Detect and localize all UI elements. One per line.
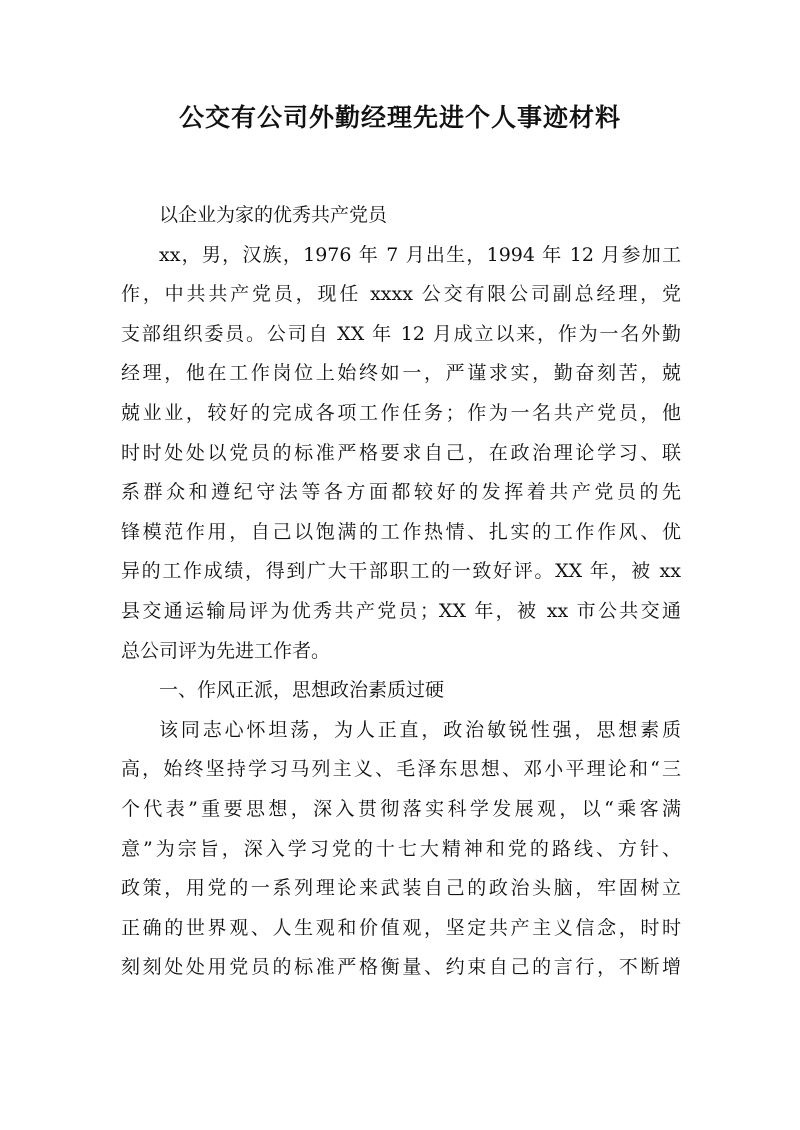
text-line: 正确的世界观、人生观和价值观，坚定共产主义信念，时时 [121, 916, 681, 939]
text-line: 兢业业，较好的完成各项工作任务；作为一名共产党员，他 [121, 401, 681, 424]
section-heading [121, 671, 681, 711]
text-line: 刻刻处处用党员的标准严格衡量、约束自己的言行，不断增 [121, 956, 681, 979]
text-line: 该同志心怀坦荡，为人正直，政治敏锐性强，思想素质 [159, 718, 681, 741]
text-line: 以企业为家的优秀共产党员 [159, 204, 388, 226]
paragraph-section-1 [121, 711, 681, 988]
text-line: xx，男，汉族，1976 年 7 月出生，1994 年 12 月参加工 [159, 243, 681, 266]
text-line: 政策，用党的一系列理论来武装自己的政治头脑，牢固树立 [121, 877, 681, 900]
text-line: 高，始终坚持学习马列主义、毛泽东思想、邓小平理论和“三 [121, 758, 681, 781]
text-line: 系群众和遵纪守法等各方面都较好的发挥着共产党员的先 [121, 481, 681, 504]
paragraph-subtitle [121, 196, 681, 236]
text-line: 支部组织委员。公司自 XX 年 12 月成立以来，作为一名外勤 [121, 322, 681, 345]
text-line: 经理，他在工作岗位上始终如一，严谨求实，勤奋刻苦，兢 [121, 362, 681, 385]
document-title: 公交有公司外勤经理先进个人事迹材料 [178, 103, 621, 132]
text-line: 作，中共共产党员，现任 xxxx 公交有限公司副总经理，党 [121, 283, 681, 306]
document-body [121, 196, 681, 988]
text-line: 总公司评为先进工作者。 [121, 639, 331, 662]
text-line: 锋模范作用，自己以饱满的工作热情、扎实的工作作风、优 [121, 520, 681, 543]
text-line: 意”为宗旨，深入学习党的十七大精神和党的路线、方针、 [121, 837, 681, 860]
text-line: 一、作风正派，思想政治素质过硬 [159, 679, 445, 702]
text-line: 个代表”重要思想，深入贯彻落实科学发展观，以“乘客满 [121, 797, 681, 820]
text-line: 异的工作成绩，得到广大干部职工的一致好评。XX 年，被 xx [121, 560, 681, 583]
text-line: 县交通运输局评为优秀共产党员；XX 年，被 xx 市公共交通 [121, 599, 681, 622]
text-line: 时时处处以党员的标准严格要求自己，在政治理论学习、联 [121, 441, 681, 464]
paragraph-biography [121, 236, 681, 672]
